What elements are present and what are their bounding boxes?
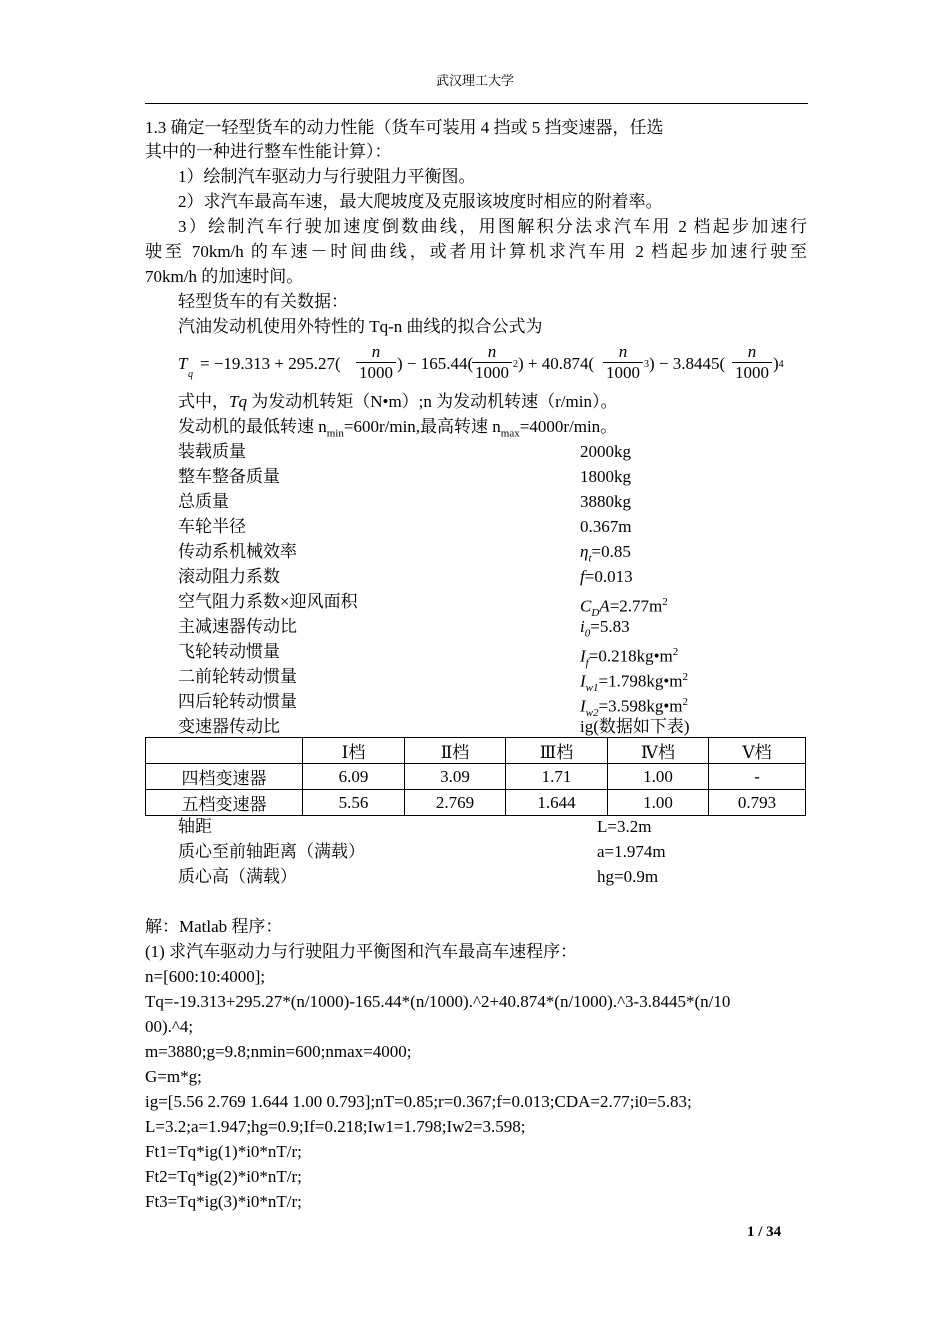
code-line: m=3880;g=9.8;nmin=600;nmax=4000; — [145, 1042, 412, 1061]
gear-ratio-table — [145, 737, 806, 816]
engine-intro: 汽油发动机使用外特性的 Tq-n 曲线的拟合公式为 — [178, 317, 543, 336]
table-cell: 四档变速器 — [146, 764, 303, 790]
param-value: 3880kg — [580, 492, 631, 511]
formula-term-3: 3) − 3.8445( — [644, 354, 726, 373]
param-label: 二前轮转动惯量 — [178, 667, 297, 686]
param-label: 主减速器传动比 — [178, 617, 297, 636]
code-line: Tq=-19.313+295.27*(n/1000)-165.44*(n/1000).^2+40.874*(n/1000).^3-3.8445*(n/10 — [145, 992, 731, 1011]
param-label-cg-height: 质心高（满载） — [178, 867, 297, 886]
table-header-cell: Ⅴ档 — [709, 738, 806, 764]
param-label: 四后轮转动惯量 — [178, 692, 297, 711]
table-cell: 2.769 — [405, 790, 506, 816]
formula-term-2: 2) + 40.874( — [513, 354, 595, 373]
formula-fraction-2: $\frac{n}{1000}$ — [472, 342, 512, 383]
param-label-wheelbase: 轴距 — [178, 817, 212, 836]
solution-title: 解：Matlab 程序： — [145, 917, 283, 936]
param-value: $i_0=5.83$ — [580, 617, 630, 640]
problem-line-1: 1.3 确定一轻型货车的动力性能（货车可装用 4 挡或 5 挡变速器，任选 — [145, 118, 664, 137]
table-cell: 5.56 — [303, 790, 405, 816]
param-value: ig(数据如下表) — [580, 717, 690, 736]
param-value-cg-height: hg=0.9m — [597, 867, 659, 886]
param-label: 总质量 — [178, 492, 229, 511]
problem-item-3a: 3）绘制汽车行驶加速度倒数曲线，用图解积分法求汽车用 2 档起步加速行 — [178, 217, 807, 236]
table-cell: 6.09 — [303, 764, 405, 790]
param-label: 装载质量 — [178, 442, 246, 461]
engine-speed-range: 发动机的最低转速 $n_{min}=600r/\min$,最高转速 $n_{max}=4000r/\min$。 — [178, 417, 618, 440]
table-cell: 0.793 — [709, 790, 806, 816]
formula-fraction-4: $\frac{n}{1000}$ — [732, 342, 772, 383]
formula-lhs-sub: q — [188, 369, 193, 380]
param-label: 飞轮转动惯量 — [178, 642, 280, 661]
data-intro: 轻型货车的有关数据： — [178, 292, 348, 311]
code-line: L=3.2;a=1.947;hg=0.9;If=0.218;Iw1=1.798;Iw2=3.598; — [145, 1117, 526, 1136]
param-value-cg-front: a=1.974m — [597, 842, 666, 861]
formula-term-4: )4 — [773, 354, 784, 373]
table-row — [146, 790, 806, 816]
code-line: Ft2=Tq*ig(2)*i0*nT/r; — [145, 1167, 302, 1186]
table-header-cell: Ⅲ档 — [506, 738, 608, 764]
table-cell: 1.00 — [608, 790, 709, 816]
param-value: f=0.013 — [580, 567, 633, 586]
param-value: 1800kg — [580, 467, 631, 486]
table-header-cell — [146, 738, 303, 764]
param-label: 传动系机械效率 — [178, 542, 297, 561]
param-value: $C_DA=2.77m^2$ — [580, 596, 668, 620]
table-cell: 1.00 — [608, 764, 709, 790]
table-cell: 1.71 — [506, 764, 608, 790]
param-label: 整车整备质量 — [178, 467, 280, 486]
table-header-cell: Ⅱ档 — [405, 738, 506, 764]
table-header-row — [146, 738, 806, 764]
param-label: 变速器传动比 — [178, 717, 280, 736]
formula-notes: 式中，Tq 为发动机转矩（N•m）;n 为发动机转速（r/min）。 — [178, 392, 618, 411]
code-line: Ft1=Tq*ig(1)*i0*nT/r; — [145, 1142, 302, 1161]
param-label: 滚动阻力系数 — [178, 567, 280, 586]
param-value: 0.367m — [580, 517, 632, 536]
param-label-cg-front: 质心至前轴距离（满载） — [178, 842, 365, 861]
solution-subtitle: (1) 求汽车驱动力与行驶阻力平衡图和汽车最高车速程序： — [145, 942, 578, 961]
param-value: 2000kg — [580, 442, 631, 461]
formula-fraction-1: $\frac{n}{1000}$ — [356, 342, 396, 383]
problem-item-3b: 驶至 70km/h 的车速－时间曲线，或者用计算机求汽车用 2 档起步加速行驶至 — [145, 242, 807, 261]
code-line: n=[600:10:4000]; — [145, 967, 266, 986]
param-label: 空气阻力系数×迎风面积 — [178, 592, 358, 611]
table-header-cell: Ⅰ档 — [303, 738, 405, 764]
formula-lhs: T — [178, 354, 188, 373]
param-label: 车轮半径 — [178, 517, 246, 536]
param-value: $I_{w1}=1.798kg•m^2$ — [580, 671, 689, 695]
problem-item-1: 1）绘制汽车驱动力与行驶阻力平衡图。 — [178, 167, 476, 186]
code-line: ig=[5.56 2.769 1.644 1.00 0.793];nT=0.85;r=0.367;f=0.013;CDA=2.77;i0=5.83; — [145, 1092, 692, 1111]
problem-line-2: 其中的一种进行整车性能计算）： — [145, 142, 392, 161]
code-line: G=m*g; — [145, 1067, 202, 1086]
formula-term-1: ) − 165.44( — [397, 354, 474, 373]
table-cell: - — [709, 764, 806, 790]
page-number: 1 / 34 — [747, 1224, 782, 1240]
table-header-cell: Ⅳ档 — [608, 738, 709, 764]
problem-item-3c: 70km/h 的加速时间。 — [145, 267, 304, 286]
table-cell: 五档变速器 — [146, 790, 303, 816]
page-header: 武汉理工大学 — [435, 73, 514, 88]
formula-term-0: = −19.313 + 295.27( — [200, 354, 341, 373]
problem-item-2: 2）求汽车最高车速，最大爬坡度及克服该坡度时相应的附着率。 — [178, 192, 663, 211]
param-value: $I_f=0.218kg•m^2$ — [580, 646, 679, 670]
table-cell: 1.644 — [506, 790, 608, 816]
table-cell: 3.09 — [405, 764, 506, 790]
table-row — [146, 764, 806, 790]
param-value-wheelbase: L=3.2m — [597, 817, 652, 836]
code-line: 00).^4; — [145, 1017, 194, 1036]
param-value: $I_{w2}=3.598kg•m^2$ — [580, 696, 689, 720]
param-value: $\eta_t=0.85$ — [580, 542, 631, 565]
header-divider — [145, 103, 808, 104]
code-line: Ft3=Tq*ig(3)*i0*nT/r; — [145, 1192, 302, 1211]
formula-fraction-3: $\frac{n}{1000}$ — [603, 342, 643, 383]
